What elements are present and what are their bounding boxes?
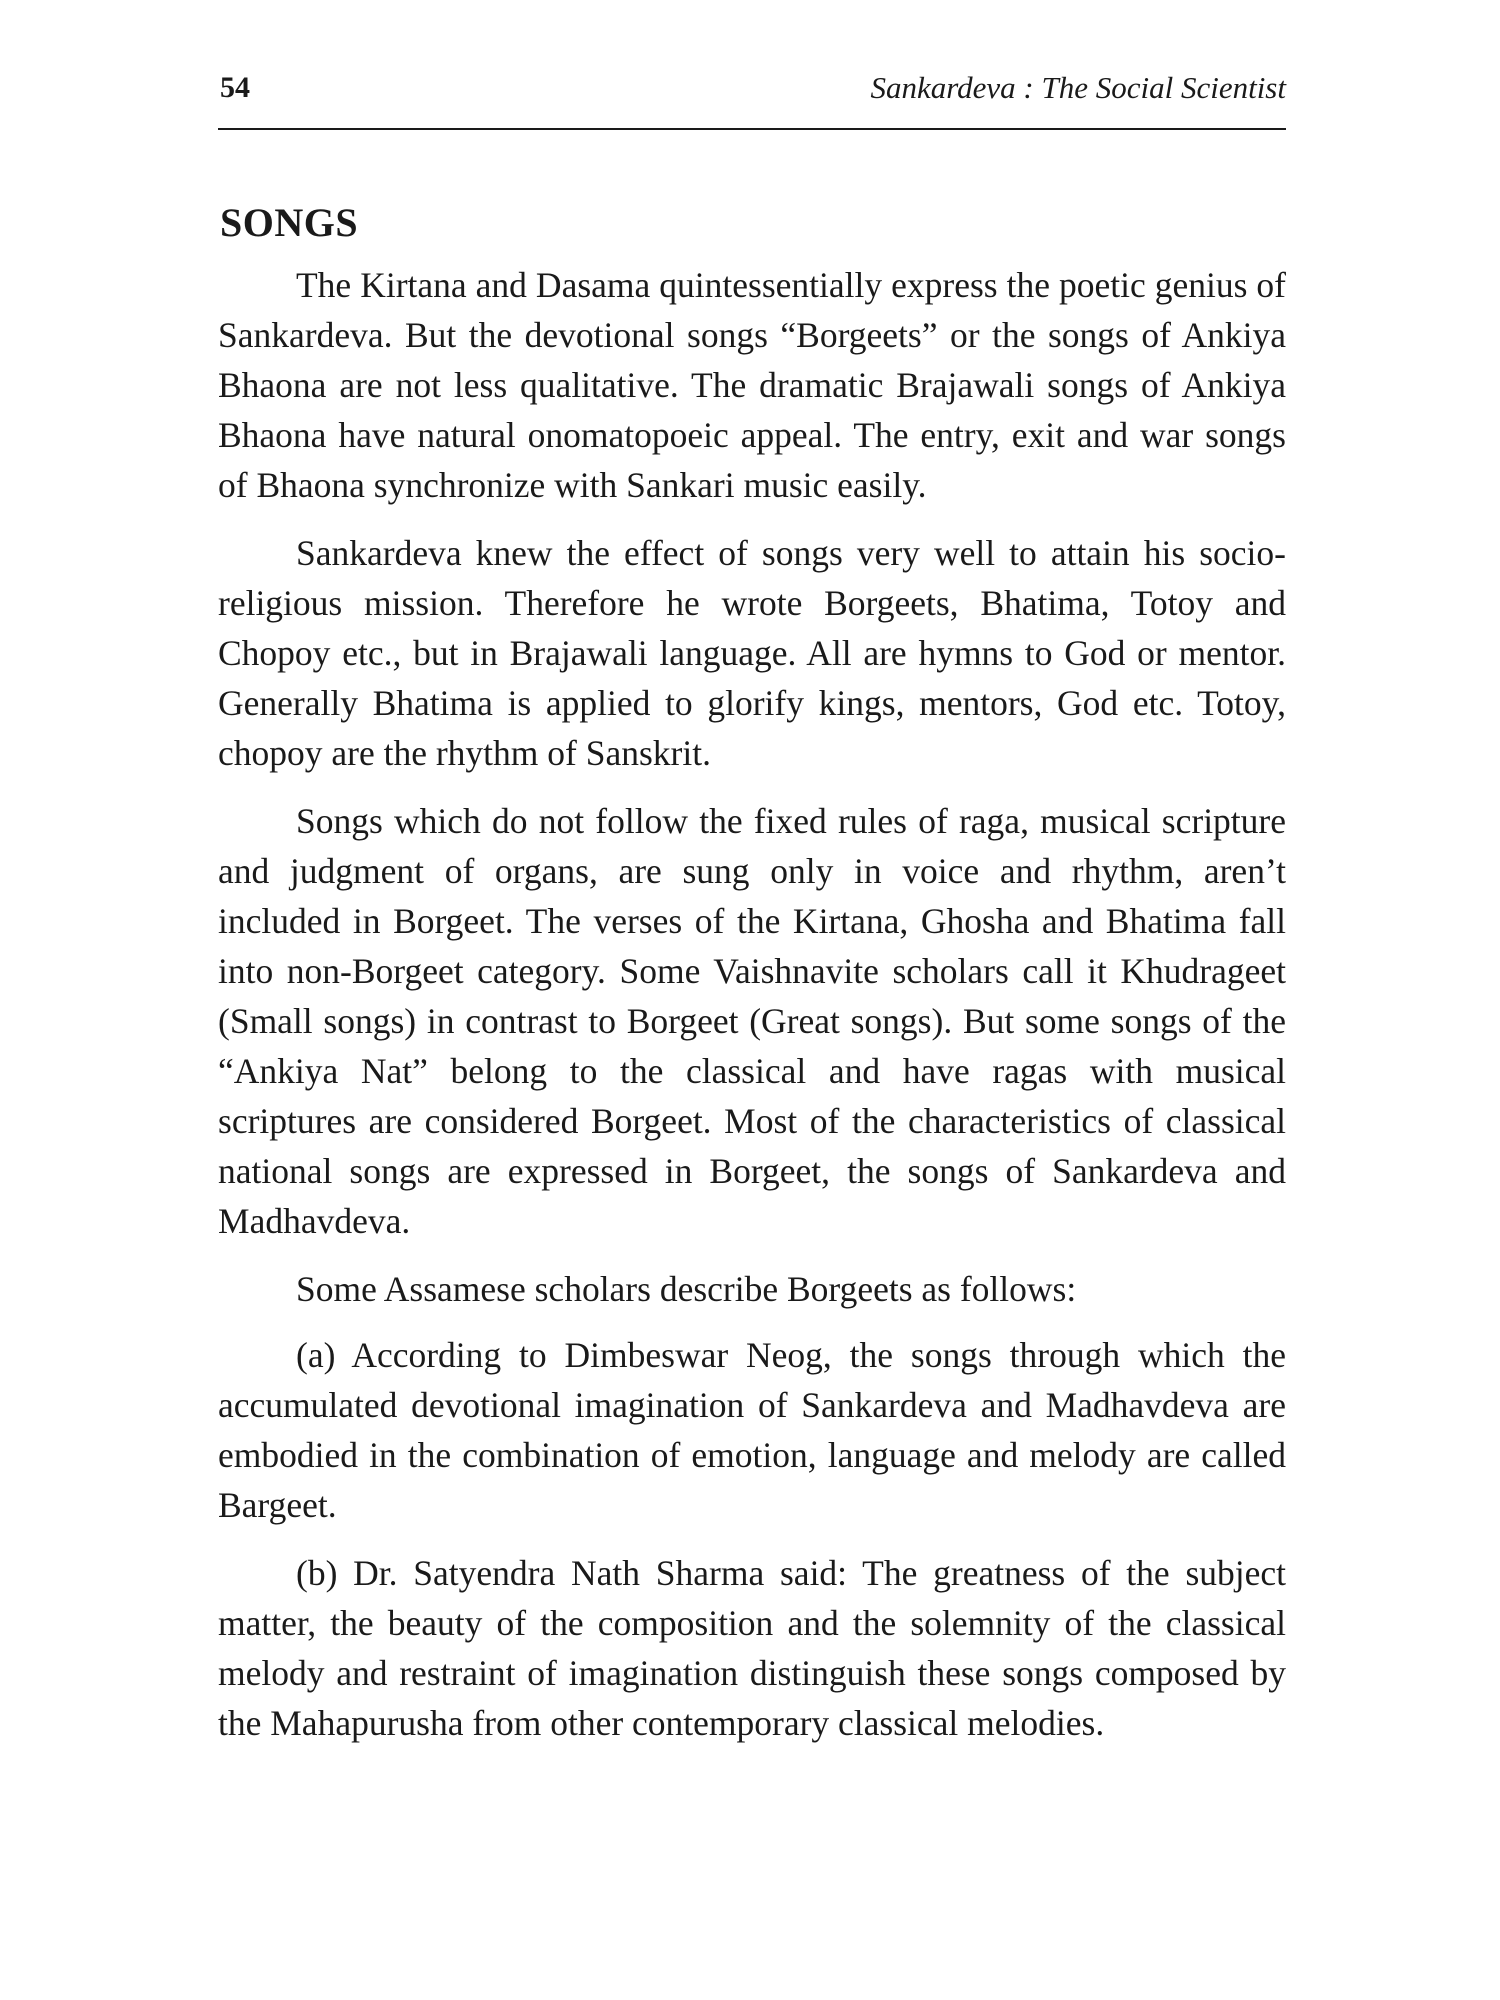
paragraph-scholars-intro: Some Assamese scholars describe Borgeets as follows: xyxy=(296,1269,1077,1309)
paragraph-mission: Sankardeva knew the effect of songs very well to attain his socio-religious mission. Therefore he wrote Borgeets, Bhatima, Totoy and Chopoy etc., but in Brajawali language. All are hymns to God or mentor. Generally Bhatima is applied to glorify kings, mentors, God etc. Totoy, chopoy are the rhythm of Sanskrit. xyxy=(218,533,1286,773)
book-title: Sankardeva : The Social Scientist xyxy=(870,70,1286,105)
book-page xyxy=(218,0,1286,2000)
paragraph-borgeet-definition: Songs which do not follow the fixed rules of raga, musical scripture and judgment of organs, are sung only in voice and rhythm, aren’t included in Borgeet. The verses of the Kirtana, Ghosha and Bhatima fall into non-Borgeet category. Some Vaishnavite scholars call it Khudrageet (Small songs) in contrast to Borgeet (Great songs). But some songs of the “Ankiya Nat” belong to the classical and have ragas with musical scriptures are considered Borgeet. Most of the characteristics of classical national songs are expressed in Borgeet, the songs of Sankardeva and Madhavdeva. xyxy=(218,801,1286,1241)
header-divider xyxy=(218,128,1286,130)
paragraph-intro: The Kirtana and Dasama quintessentially express the poetic genius of Sankardeva. But the devotional songs “Borgeets” or the songs of Ankiya Bhaona are not less qualitative. The dramatic Brajawali songs of Ankiya Bhaona have natural onomatopoeic appeal. The entry, exit and war songs of Bhaona synchronize with Sankari music easily. xyxy=(218,265,1286,505)
page-content xyxy=(218,196,1286,1766)
paragraph-quote-a: (a) According to Dimbeswar Neog, the songs through which the accumulated devotional imagination of Sankardeva and Madhavdeva are embodied in the combination of emotion, language and melody are called Bargeet. xyxy=(218,1335,1286,1525)
section-heading: SONGS xyxy=(220,200,359,245)
paragraph-quote-b: (b) Dr. Satyendra Nath Sharma said: The greatness of the subject matter, the beauty of the composition and the solemnity of the classical melody and restraint of imagination distinguish these songs composed by the Mahapurusha from other contemporary classical melodies. xyxy=(218,1553,1286,1743)
running-header xyxy=(218,66,1286,110)
page-number: 54 xyxy=(220,71,250,104)
